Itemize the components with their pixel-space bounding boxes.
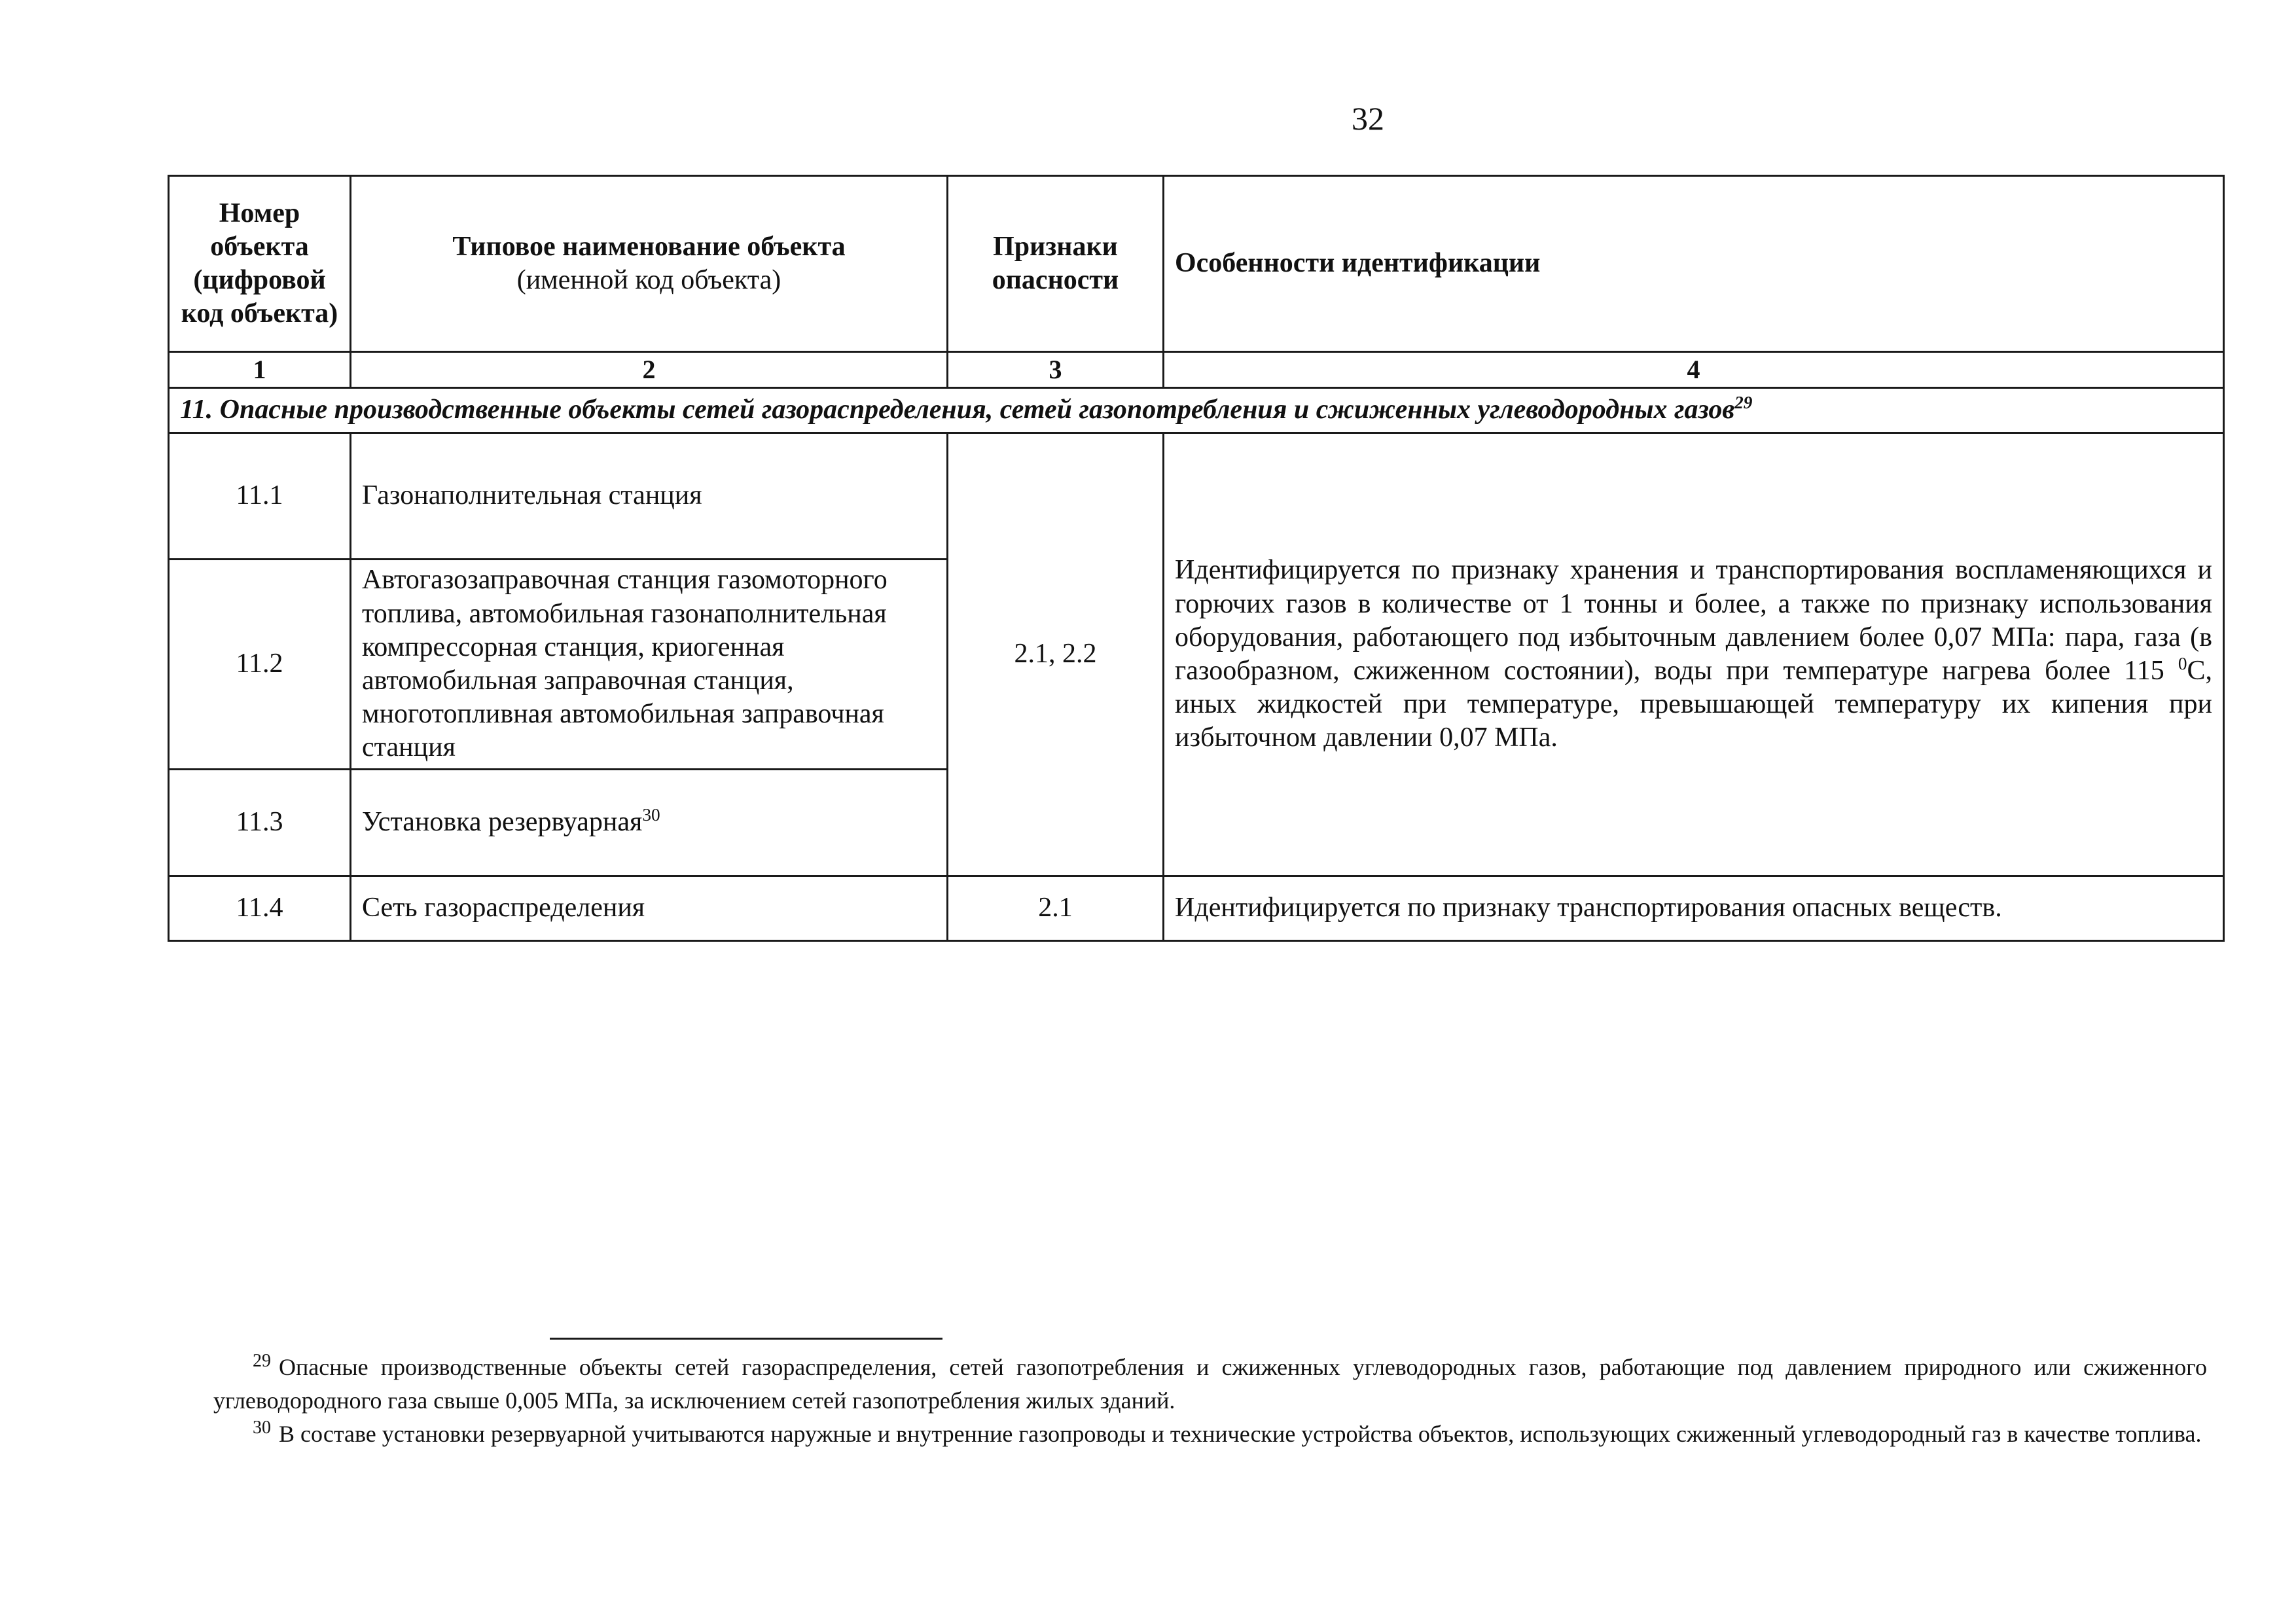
footnote <box>213 1418 2207 1451</box>
degree-mark: 0 <box>2178 654 2187 673</box>
object-name: Газонаполнительная станция <box>351 433 948 560</box>
object-name: Установка резервуарная <box>362 807 643 838</box>
hazard-signs: 2.1 <box>948 876 1164 941</box>
section-title-cell <box>169 388 2224 433</box>
object-footnote-ref: 30 <box>642 805 660 825</box>
identification-features: Идентифицируется по признаку транспортирования опасных веществ. <box>1164 876 2224 941</box>
header-object-name-title: Типовое наименование объекта <box>452 231 846 262</box>
object-code: 11.2 <box>169 560 351 770</box>
header-identification-features: Особенности идентификации <box>1164 176 2224 352</box>
section-row <box>169 388 2224 433</box>
footnote <box>213 1351 2207 1418</box>
hazard-objects-table <box>168 175 2225 942</box>
column-number: 2 <box>351 352 948 388</box>
identification-features <box>1164 433 2224 876</box>
section-footnote-ref: 29 <box>1734 393 1753 413</box>
object-code: 11.3 <box>169 770 351 876</box>
header-hazard-signs: Признаки опасности <box>948 176 1164 352</box>
table-row <box>169 433 2224 560</box>
object-name-cell <box>351 770 948 876</box>
object-name: Автогазозаправочная станция газомоторного топлива, автомобильная газонаполнительная компрессорная станция, криогенная автомобильная заправочная станция, многотопливная автомобильная заправочная станция <box>351 560 948 770</box>
footnote-text: В составе установки резервуарной учитываются наружные и внутренние газопроводы и технические устройства объектов, использующих сжиженный углеводородный газ в качестве топлива. <box>279 1421 2202 1448</box>
header-object-code: Номер объекта (цифровой код объекта) <box>169 176 351 352</box>
footnotes <box>213 1351 2207 1451</box>
section-title: 11. Опасные производственные объекты сетей газораспределения, сетей газопотребления и сжиженных углеводородных газов <box>180 395 1735 425</box>
column-numbers-row <box>169 352 2224 388</box>
object-code: 11.4 <box>169 876 351 941</box>
header-object-name-sub: (именной код объекта) <box>516 265 781 295</box>
footnote-mark: 29 <box>253 1351 271 1371</box>
table-row <box>169 876 2224 941</box>
object-code: 11.1 <box>169 433 351 560</box>
identification-text-part1: Идентифицируется по признаку хранения и транспортирования воспламеняющихся и горючих газов в количестве от 1 тонны и более, а также по признаку использования оборудования, работающего под избыточным давлением более 0,07 МПа: пара, газа (в газообразном, сжиженном состоянии), воды при температуре нагрева более 115 <box>1175 555 2212 686</box>
header-object-name <box>351 176 948 352</box>
column-number: 1 <box>169 352 351 388</box>
footnote-mark: 30 <box>253 1418 271 1438</box>
identification-text-part2: С, иных жидкостей при температуре, превышающей температуру их кипения при избыточном давлении 0,07 МПа. <box>1175 656 2213 753</box>
footnote-separator <box>550 1338 942 1340</box>
page-number: 32 <box>1352 100 1384 137</box>
object-name: Сеть газораспределения <box>351 876 948 941</box>
column-number: 4 <box>1164 352 2224 388</box>
header-row <box>169 176 2224 352</box>
footnote-text: Опасные производственные объекты сетей газораспределения, сетей газопотребления и сжиженных углеводородных газов, работающие под давлением природного или сжиженного углеводородного газа свыше 0,005 МПа, за исключением сетей газопотребления жилых зданий. <box>213 1354 2207 1414</box>
hazard-signs: 2.1, 2.2 <box>948 433 1164 876</box>
column-number: 3 <box>948 352 1164 388</box>
